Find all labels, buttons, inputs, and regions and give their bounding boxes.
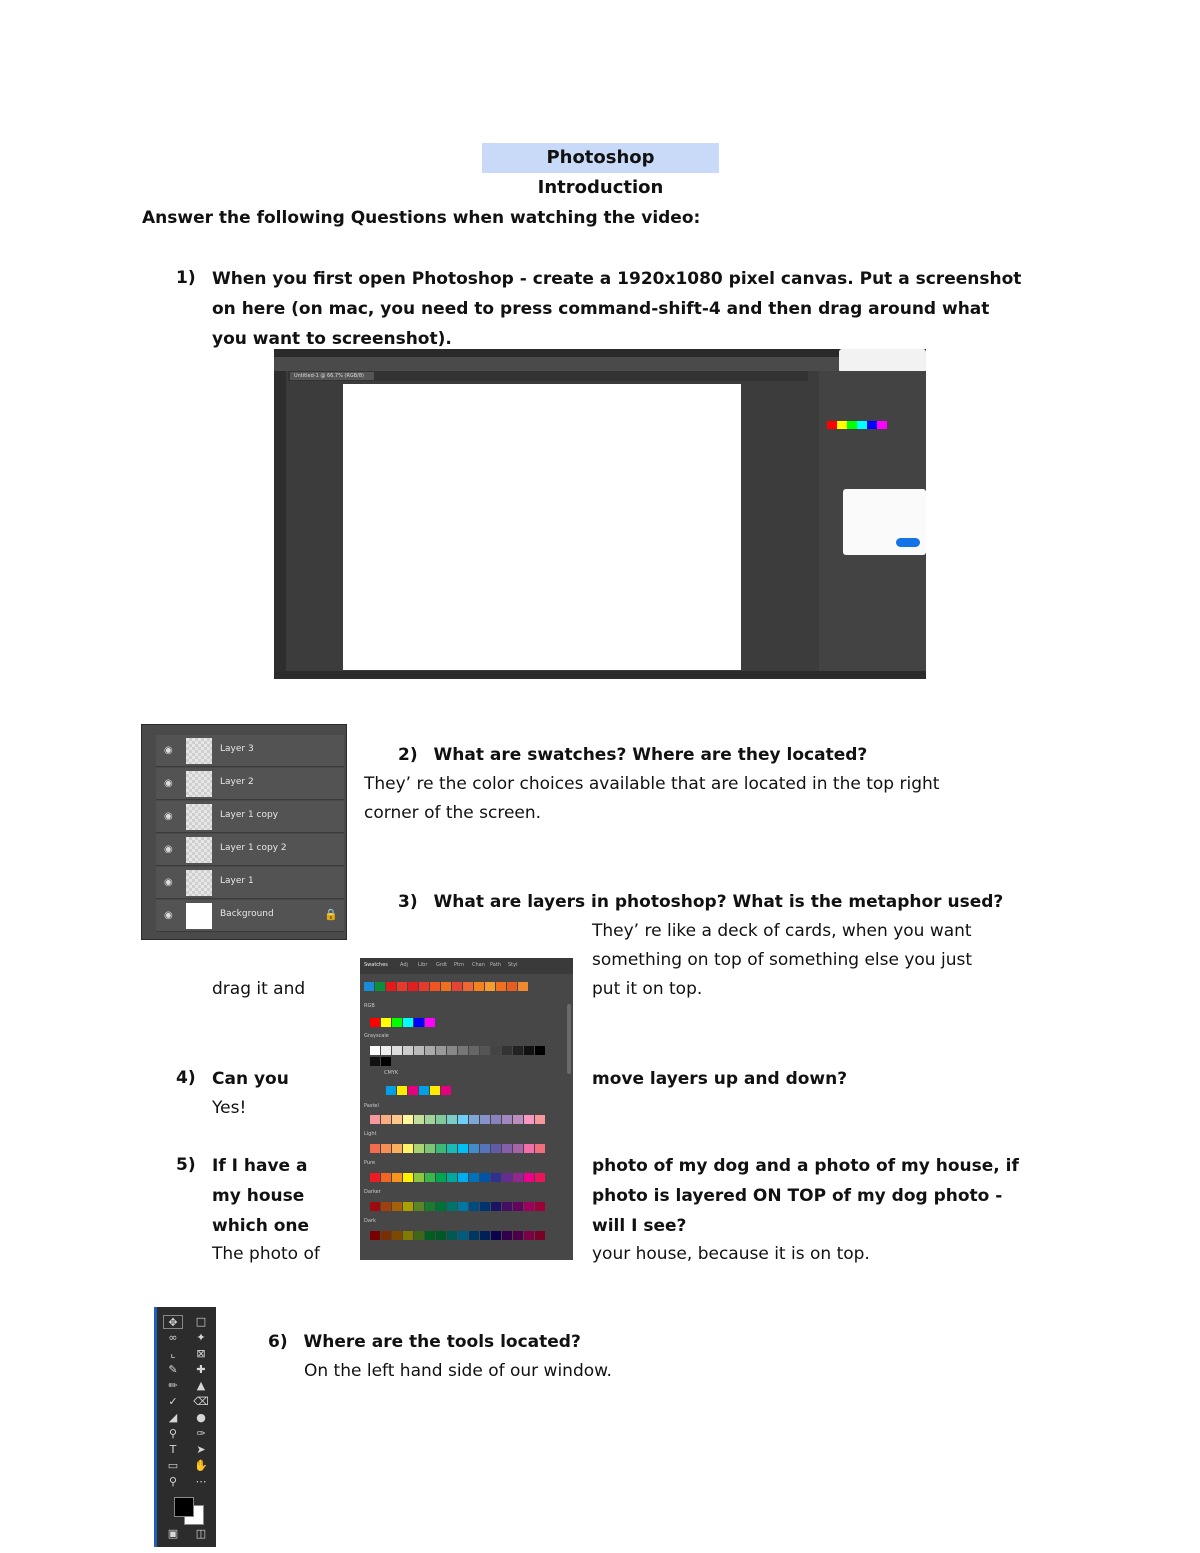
layer-thumbnail (186, 870, 212, 896)
color-swatch (469, 1046, 479, 1055)
color-swatch (458, 1046, 468, 1055)
color-swatch (480, 1144, 490, 1153)
color-swatch (447, 1115, 457, 1124)
color-swatch (403, 1018, 413, 1027)
q2-number: 2) (398, 745, 418, 765)
quick-mask-icon: ▣ (167, 1527, 179, 1540)
color-swatch (408, 982, 418, 991)
eye-icon: ◉ (164, 877, 173, 888)
q2-answer (364, 770, 939, 828)
color-swatch (381, 1173, 391, 1182)
q5-number: 5) (176, 1155, 196, 1175)
color-swatch (513, 1202, 523, 1211)
color-swatch (403, 1115, 413, 1124)
color-swatch (502, 1173, 512, 1182)
crop-tool-icon: ⌞ (170, 1347, 176, 1360)
color-swatch (370, 1057, 380, 1066)
color-swatch (392, 1046, 402, 1055)
color-swatch (436, 1202, 446, 1211)
layer-row (156, 801, 344, 833)
page-title: Photoshop Introduction (482, 143, 719, 173)
q5-left-line-1: If I have a (212, 1156, 308, 1176)
layer-name: Layer 2 (220, 777, 254, 787)
color-swatch (491, 1202, 501, 1211)
layer-thumbnail (186, 771, 212, 797)
color-swatch (535, 1144, 545, 1153)
color-swatch (452, 982, 462, 991)
swatches-tab: Ptrn (454, 962, 465, 968)
color-swatch (463, 982, 473, 991)
layer-row (156, 768, 344, 800)
layer-name: Layer 1 copy 2 (220, 843, 287, 853)
layer-thumbnail (186, 804, 212, 830)
color-swatch (370, 1018, 380, 1027)
color-swatch (370, 1202, 380, 1211)
q5-question-left (212, 1151, 309, 1241)
layer-name: Background (220, 909, 274, 919)
swatch-group-label: Dark (364, 1218, 376, 1224)
color-swatch (447, 1046, 457, 1055)
color-swatch (524, 1115, 534, 1124)
color-swatch (419, 1086, 429, 1095)
color-swatch (436, 1173, 446, 1182)
layer-row (156, 867, 344, 899)
color-swatch (414, 1046, 424, 1055)
ps-dialog (843, 489, 926, 555)
layer-name: Layer 1 copy (220, 810, 279, 820)
ps-status-bar (274, 671, 926, 679)
zoom-tool-icon: ⚲ (168, 1475, 178, 1488)
rectangle-tool-icon: ▭ (167, 1459, 179, 1472)
q3-answer-line-3: put it on top. (592, 979, 703, 999)
q1-line-1: When you first open Photoshop - create a 1920x1080 pixel canvas. Put a screenshot (212, 269, 1022, 289)
path-select-tool-icon: ➤ (196, 1443, 206, 1456)
foreground-color-icon (174, 1497, 194, 1517)
color-swatch (397, 1086, 407, 1095)
color-swatch (496, 982, 506, 991)
color-swatch (414, 1231, 424, 1240)
color-swatch (469, 1144, 479, 1153)
q6-number: 6) (268, 1332, 288, 1352)
q2-answer-line-1: They’ re the color choices available that are located in the top right (364, 774, 940, 794)
color-swatch (381, 1202, 391, 1211)
lasso-tool-icon: ∞ (168, 1331, 178, 1344)
color-swatch (414, 1115, 424, 1124)
color-swatch (480, 1173, 490, 1182)
color-swatch (502, 1115, 512, 1124)
color-swatch (436, 1115, 446, 1124)
color-swatch (392, 1173, 402, 1182)
color-swatch (386, 982, 396, 991)
dodge-tool-icon: ⚲ (168, 1427, 178, 1440)
color-swatch (441, 1086, 451, 1095)
color-swatch (425, 1115, 435, 1124)
q1-line-3: you want to screenshot). (212, 329, 452, 349)
color-swatch (469, 1202, 479, 1211)
ps-menubar (274, 349, 926, 357)
swatches-tab: Swatches (364, 962, 388, 968)
color-swatch (513, 1046, 523, 1055)
color-swatch (370, 1115, 380, 1124)
color-swatch (392, 1144, 402, 1153)
color-swatch (370, 1144, 380, 1153)
q4-answer: Yes! (212, 1098, 247, 1118)
swatches-tab-bar (360, 958, 573, 974)
color-swatch (458, 1231, 468, 1240)
layer-row (156, 900, 344, 932)
screen-mode-icon: ◫ (195, 1527, 207, 1540)
color-swatch (370, 1231, 380, 1240)
swatches-tab: Grdt (436, 962, 447, 968)
color-swatch (381, 1231, 391, 1240)
layer-thumbnail (186, 837, 212, 863)
brush-tool-icon: ✏ (168, 1379, 178, 1392)
color-swatch (392, 1018, 402, 1027)
color-swatch (507, 982, 517, 991)
layer-thumbnail (186, 738, 212, 764)
color-swatch (403, 1231, 413, 1240)
q6-question: Where are the tools located? (303, 1332, 581, 1352)
q1-question (212, 264, 1092, 354)
color-swatch (403, 1202, 413, 1211)
tools-panel (154, 1307, 216, 1547)
stamp-tool-icon: ▲ (196, 1379, 206, 1392)
color-swatch (381, 1115, 391, 1124)
ps-tab-bar (288, 371, 808, 381)
q5-question-right (592, 1151, 1019, 1241)
ps-document-tab: Untitled-1 @ 66.7% (RGB/8) (290, 372, 374, 380)
healing-tool-icon: ✚ (196, 1363, 206, 1376)
gradient-tool-icon: ◢ (168, 1411, 178, 1424)
color-swatch (403, 1173, 413, 1182)
q5-right-line-3: will I see? (592, 1216, 687, 1236)
q5-right-line-1: photo of my dog and a photo of my house, if (592, 1156, 1019, 1176)
color-swatch (469, 1231, 479, 1240)
color-swatch (414, 1144, 424, 1153)
color-swatch (480, 1046, 490, 1055)
q3-answer-line-2: something on top of something else you just (592, 950, 973, 970)
ps-toolbar (274, 371, 286, 671)
color-swatch (480, 1231, 490, 1240)
hand-tool-icon: ✋ (194, 1459, 208, 1472)
color-swatch (430, 1086, 440, 1095)
color-swatch (491, 1046, 501, 1055)
q4-number: 4) (176, 1068, 196, 1088)
swatches-scrollbar (567, 1004, 571, 1074)
swatch-group-label: RGB (364, 1003, 375, 1009)
color-swatch (425, 1202, 435, 1211)
pen-tool-icon: ✑ (196, 1427, 206, 1440)
swatches-panel (360, 958, 573, 1260)
color-swatch (447, 1202, 457, 1211)
color-swatch (469, 1115, 479, 1124)
move-tool-icon: ✥ (163, 1315, 183, 1329)
color-swatch (392, 1202, 402, 1211)
color-swatch (436, 1144, 446, 1153)
color-swatch (502, 1046, 512, 1055)
q4-question-left: Can you (212, 1069, 289, 1089)
color-swatch (403, 1046, 413, 1055)
color-swatch (469, 1173, 479, 1182)
q2-answer-line-2: corner of the screen. (364, 803, 542, 823)
q5-left-line-3: which one (212, 1216, 310, 1236)
color-swatch (381, 1046, 391, 1055)
color-swatch (397, 982, 407, 991)
color-swatch (392, 1231, 402, 1240)
color-swatch (458, 1144, 468, 1153)
color-swatch (535, 1046, 545, 1055)
swatches-tab: Chan (472, 962, 485, 968)
color-swatch (535, 1115, 545, 1124)
swatches-tab: Path (490, 962, 501, 968)
q5-right-line-2: photo is layered ON TOP of my dog photo - (592, 1186, 1003, 1206)
color-swatch (480, 1202, 490, 1211)
color-swatch (447, 1231, 457, 1240)
swatch-group-label: Grayscale (364, 1033, 389, 1039)
color-swatch (491, 1115, 501, 1124)
color-swatch (370, 1173, 380, 1182)
color-swatch (447, 1144, 457, 1153)
color-swatch (436, 1046, 446, 1055)
color-swatch (414, 1018, 424, 1027)
ps-notification (839, 349, 926, 373)
ps-options-bar (274, 357, 839, 371)
color-swatch (430, 982, 440, 991)
color-swatch (381, 1018, 391, 1027)
history-brush-tool-icon: ✓ (168, 1395, 178, 1408)
quick-select-tool-icon: ✦ (196, 1331, 206, 1344)
color-swatch (403, 1144, 413, 1153)
layer-row (156, 735, 344, 767)
ps-dialog-button (896, 538, 920, 547)
color-swatch (518, 982, 528, 991)
q3-number: 3) (398, 892, 418, 912)
intro-text: Answer the following Questions when watching the video: (142, 208, 701, 228)
q3-question: What are layers in photoshop? What is the metaphor used? (433, 892, 1004, 912)
q6-question-line (268, 1327, 581, 1357)
layer-name: Layer 1 (220, 876, 254, 886)
blur-tool-icon: ● (196, 1411, 206, 1424)
color-swatch (392, 1115, 402, 1124)
color-swatch (502, 1202, 512, 1211)
color-swatch (502, 1144, 512, 1153)
type-tool-icon: T (169, 1443, 177, 1456)
color-swatch (513, 1115, 523, 1124)
q3-answer-line-1: They’ re like a deck of cards, when you want (592, 921, 972, 941)
layer-thumbnail (186, 903, 212, 929)
q5-left-line-2: my house (212, 1186, 305, 1206)
eye-icon: ◉ (164, 844, 173, 855)
color-swatch (535, 1173, 545, 1182)
color-swatch (535, 1202, 545, 1211)
color-swatch (513, 1144, 523, 1153)
swatches-tab: Libr (418, 962, 428, 968)
color-swatch (480, 1115, 490, 1124)
swatches-tab: Styl (508, 962, 518, 968)
color-swatch (491, 1144, 501, 1153)
color-swatch (491, 1231, 501, 1240)
q1-line-2: on here (on mac, you need to press command-shift-4 and then drag around what (212, 299, 990, 319)
color-swatch (535, 1231, 545, 1240)
color-swatch (474, 982, 484, 991)
q6-answer: On the left hand side of our window. (304, 1361, 612, 1381)
color-swatch (370, 1046, 380, 1055)
color-swatch (425, 1018, 435, 1027)
color-swatch (524, 1046, 534, 1055)
eye-icon: ◉ (164, 778, 173, 789)
color-swatch (425, 1231, 435, 1240)
eye-icon: ◉ (164, 745, 173, 756)
color-swatch (524, 1144, 534, 1153)
color-swatch (524, 1231, 534, 1240)
layer-row (156, 834, 344, 866)
q3-answer-left: drag it and (212, 979, 306, 999)
color-swatch (502, 1231, 512, 1240)
lock-icon: 🔒 (324, 908, 338, 921)
color-swatch (458, 1115, 468, 1124)
eyedropper-tool-icon: ✎ (168, 1363, 178, 1376)
color-swatch (381, 1057, 391, 1066)
color-swatch (381, 1144, 391, 1153)
eye-icon: ◉ (164, 910, 173, 921)
color-swatch (458, 1173, 468, 1182)
swatches-tab: Adj (400, 962, 408, 968)
color-swatch (441, 982, 451, 991)
q1-number: 1) (176, 268, 196, 288)
color-swatch (513, 1231, 523, 1240)
color-swatch (425, 1046, 435, 1055)
swatch-group-label: Darker (364, 1189, 381, 1195)
color-swatch (414, 1173, 424, 1182)
color-swatch (513, 1173, 523, 1182)
color-swatch (524, 1202, 534, 1211)
marquee-tool-icon: □ (195, 1315, 207, 1328)
color-swatch (419, 982, 429, 991)
q5-answer-left: The photo of (212, 1244, 320, 1264)
color-swatch (425, 1173, 435, 1182)
layers-panel (141, 724, 347, 940)
color-swatch (386, 1086, 396, 1095)
eraser-tool-icon: ⌫ (193, 1395, 209, 1408)
q3-answer-right (592, 917, 972, 1004)
q4-question-right: move layers up and down? (592, 1069, 848, 1089)
color-swatch (414, 1202, 424, 1211)
q2-question-line (398, 740, 867, 770)
color-swatch (485, 982, 495, 991)
photoshop-screenshot (274, 349, 926, 679)
color-swatch (364, 982, 374, 991)
color-swatch (425, 1144, 435, 1153)
color-swatch (408, 1086, 418, 1095)
frame-tool-icon: ⊠ (196, 1347, 206, 1360)
swatch-group-label: Light (364, 1131, 377, 1137)
more-tools-icon: ⋯ (195, 1475, 207, 1488)
color-swatch (447, 1173, 457, 1182)
color-swatch (491, 1173, 501, 1182)
color-swatch (375, 982, 385, 991)
eye-icon: ◉ (164, 811, 173, 822)
color-swatch (458, 1202, 468, 1211)
color-swatch (436, 1231, 446, 1240)
q5-answer-right: your house, because it is on top. (592, 1244, 870, 1264)
swatch-group-label: CMYK (384, 1070, 399, 1076)
layer-name: Layer 3 (220, 744, 254, 754)
q3-question-line (398, 887, 1003, 917)
swatch-group-label: Pure (364, 1160, 376, 1166)
q2-question: What are swatches? Where are they located? (433, 745, 868, 765)
swatch-group-label: Pastel (364, 1103, 379, 1109)
ps-canvas (343, 384, 741, 670)
color-swatch (524, 1173, 534, 1182)
